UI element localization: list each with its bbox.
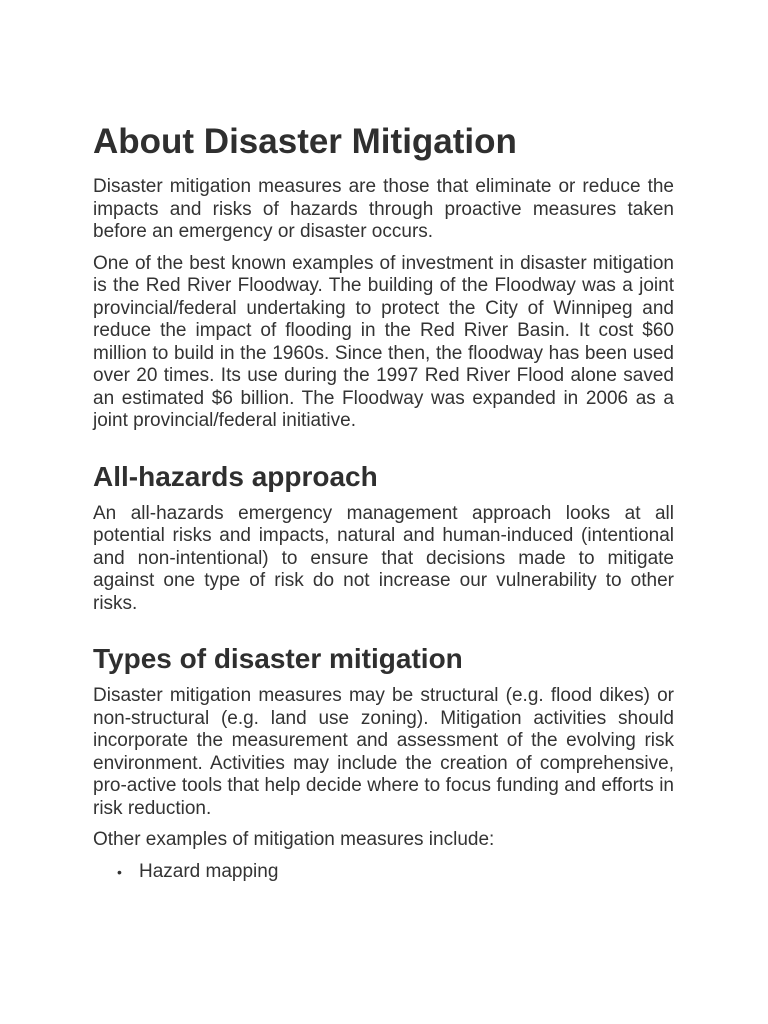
- list-item-text: Hazard mapping: [139, 860, 279, 882]
- list-item: [117, 860, 674, 884]
- all-hazards-heading: All-hazards approach: [93, 460, 378, 492]
- examples-intro: Other examples of mitigation measures include:: [93, 829, 495, 850]
- page-title: About Disaster Mitigation: [93, 122, 517, 161]
- all-hazards-paragraph: An all-hazards emergency management approach looks at all potential risks and impacts, natural and human-induced (intentional and non-intentional) to ensure that decisions made to mitigate against one type of risk do not increase our vulnerability to other risks.: [93, 502, 674, 614]
- article-content: [93, 120, 674, 883]
- intro-paragraph-1: Disaster mitigation measures are those that eliminate or reduce the impacts and risks of hazards through proactive measures taken before an emergency or disaster occurs.: [93, 176, 674, 242]
- types-heading: Types of disaster mitigation: [93, 643, 463, 674]
- types-paragraph: Disaster mitigation measures may be structural (e.g. flood dikes) or non-structural (e.g. land use zoning). Mitigation activities should incorporate the measurement and assessment of the evolving risk environment. Activities may include the creation of comprehensive, pro-active tools that help decide where to focus funding and efforts in risk reduction.: [93, 685, 674, 819]
- intro-paragraph-2: One of the best known examples of investment in disaster mitigation is the Red River Floodway. The building of the Floodway was a joint provincial/federal undertaking to protect the City of Winnipeg and reduce the impact of flooding in the Red River Basin. It cost $60 million to build in the 1960s. Since then, the floodway has been used over 20 times. Its use during the 1997 Red River Flood alone saved an estimated $6 billion. The Floodway was expanded in 2006 as a joint provincial/federal initiative.: [93, 252, 674, 431]
- bullet-icon: •: [117, 863, 122, 880]
- mitigation-examples-list: [93, 861, 674, 884]
